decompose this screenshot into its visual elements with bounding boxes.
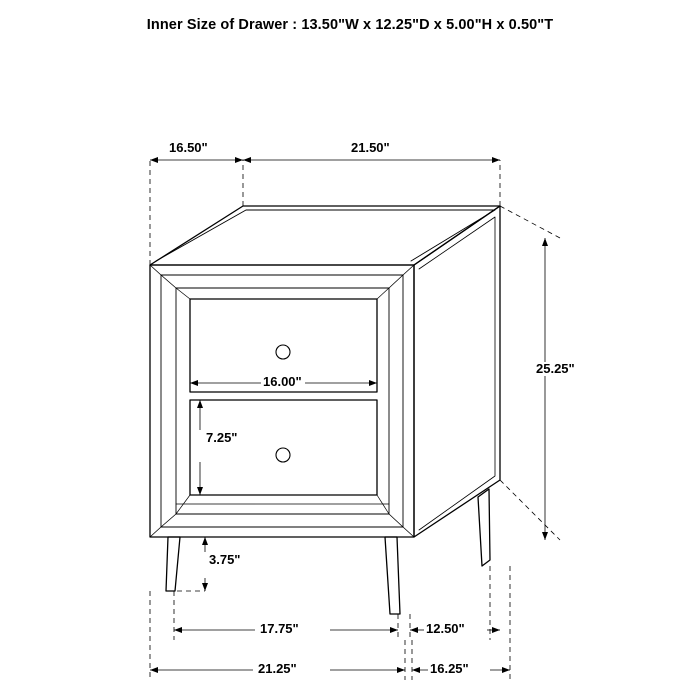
dim-label-top-drawer-width: 16.00"	[263, 374, 302, 389]
cabinet-top-inner-edge	[156, 210, 495, 261]
upper-drawer-knob	[276, 345, 290, 359]
dim-label-overall-side-depth: 16.25"	[430, 661, 469, 676]
page-title: Inner Size of Drawer : 13.50"W x 12.25"D x 5.00"H x 0.50"T	[146, 17, 554, 33]
dim-label-front-base-width: 17.75"	[260, 621, 299, 636]
leg-back-right	[478, 489, 490, 566]
dim-label-side-base-depth: 12.50"	[426, 621, 465, 636]
cabinet-side-face	[414, 206, 500, 537]
ext-line-height-top	[500, 206, 560, 238]
dim-label-leg-height: 3.75"	[209, 552, 241, 567]
lower-drawer-knob	[276, 448, 290, 462]
dim-label-top-left-depth: 16.50"	[169, 140, 208, 155]
upper-drawer-bevel	[176, 288, 389, 299]
front-frame-inner-miters	[161, 275, 403, 527]
dim-label-overall-front-width: 21.25"	[258, 661, 297, 676]
ext-line-height-bottom	[500, 480, 560, 540]
cabinet-top	[150, 206, 500, 265]
front-frame-inner	[176, 288, 389, 514]
dim-label-top-right-width: 21.50"	[351, 140, 390, 155]
dim-label-overall-height: 25.25"	[536, 361, 575, 376]
dimension-arrowheads	[150, 157, 548, 673]
leg-front-right	[385, 537, 400, 614]
cabinet-side-inner-edge	[419, 217, 495, 530]
leg-front-left	[166, 537, 180, 591]
front-frame-outer	[161, 275, 403, 527]
dim-label-bottom-drawer-height: 7.25"	[206, 430, 238, 445]
lower-drawer-bevel	[176, 495, 389, 514]
